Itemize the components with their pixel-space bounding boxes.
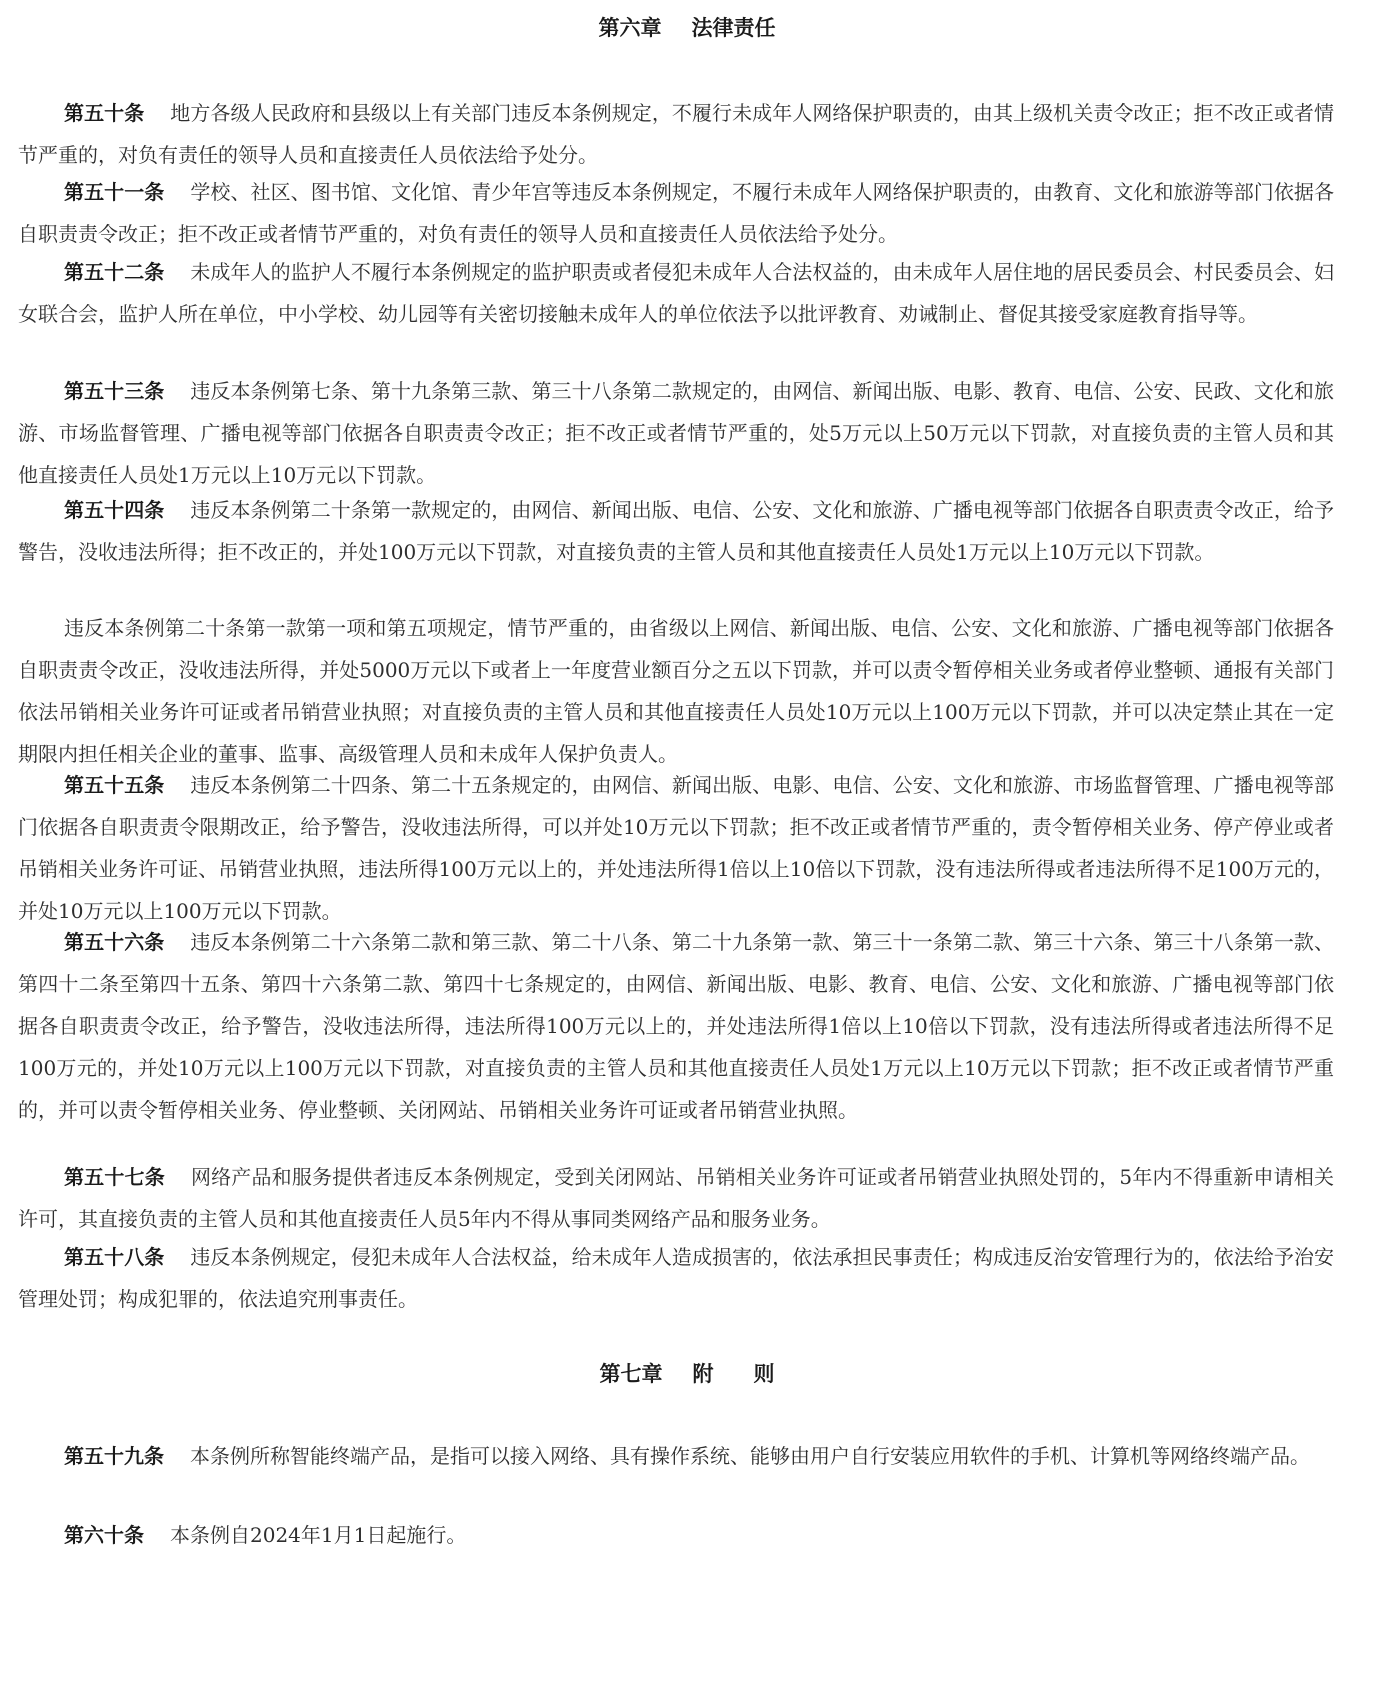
article-text: 违反本条例第二十四条、第二十五条规定的，由网信、新闻出版、电影、电信、公安、文化和旅游、市场监督管理、广播电视等部门依据各自职责责令限期改正，给予警告，没收违法所得，可以并处10万元以下罚款；拒不改正或者情节严重的，责令暂停相关业务、停产停业或者吊销相关业务许可证、吊销营业执照，违法所得100万元以上的，并处违法所得1倍以上10倍以下罚款，没有违法所得或者违法所得不足100万元的，并处10万元以上100万元以下罚款。	[18, 773, 1334, 923]
article-text: 本条例所称智能终端产品，是指可以接入网络、具有操作系统、能够由用户自行安装应用软件的手机、计算机等网络终端产品。	[190, 1444, 1310, 1468]
article-text: 违反本条例第二十条第一款第一项和第五项规定，情节严重的，由省级以上网信、新闻出版、电信、公安、文化和旅游、广播电视等部门依据各自职责责令改正，没收违法所得，并处5000万元以下或者上一年度营业额百分之五以下罚款，并可以责令暂停相关业务或者停业整顿、通报有关部门依法吊销相关业务许可证或者吊销营业执照；对直接负责的主管人员和其他直接责任人员处10万元以上100万元以下罚款，并可以决定禁止其在一定期限内担任相关企业的董事、监事、高级管理人员和未成年人保护负责人。	[18, 616, 1334, 766]
article-57	[18, 1156, 1334, 1240]
article-number: 第五十七条	[64, 1165, 165, 1189]
chapter-6-title	[0, 12, 1374, 42]
article-text: 违反本条例第二十条第一款规定的，由网信、新闻出版、电信、公安、文化和旅游、广播电视等部门依据各自职责责令改正，给予警告，没收违法所得；拒不改正的，并处100万元以下罚款，对直接负责的主管人员和其他直接责任人员处1万元以上10万元以下罚款。	[18, 498, 1334, 564]
article-text: 违反本条例第二十六条第二款和第三款、第二十八条、第二十九条第一款、第三十一条第二款、第三十六条、第三十八条第一款、第四十二条至第四十五条、第四十六条第二款、第四十七条规定的，由网信、新闻出版、电影、教育、电信、公安、文化和旅游、广播电视等部门依据各自职责责令改正，给予警告，没收违法所得，违法所得100万元以上的，并处违法所得1倍以上10倍以下罚款，没有违法所得或者违法所得不足100万元的，并处10万元以上100万元以下罚款，对直接负责的主管人员和其他直接责任人员处1万元以上10万元以下罚款；拒不改正或者情节严重的，并可以责令暂停相关业务、停业整顿、关闭网站、吊销相关业务许可证或者吊销营业执照。	[18, 930, 1334, 1122]
article-60	[18, 1514, 1334, 1556]
article-text: 学校、社区、图书馆、文化馆、青少年宫等违反本条例规定，不履行未成年人网络保护职责的，由教育、文化和旅游等部门依据各自职责责令改正；拒不改正或者情节严重的，对负有责任的领导人员和直接责任人员依法给予处分。	[18, 180, 1334, 246]
article-number: 第五十条	[64, 101, 145, 125]
article-54	[18, 489, 1334, 573]
chapter-7-title	[0, 1358, 1374, 1388]
article-number: 第五十一条	[64, 180, 165, 204]
article-text: 违反本条例第七条、第十九条第三款、第三十八条第二款规定的，由网信、新闻出版、电影、教育、电信、公安、民政、文化和旅游、市场监督管理、广播电视等部门依据各自职责责令改正；拒不改正或者情节严重的，处5万元以上50万元以下罚款，对直接负责的主管人员和其他直接责任人员处1万元以上10万元以下罚款。	[18, 379, 1334, 487]
article-51	[18, 171, 1334, 255]
article-text: 违反本条例规定，侵犯未成年人合法权益，给未成年人造成损害的，依法承担民事责任；构成违反治安管理行为的，依法给予治安管理处罚；构成犯罪的，依法追究刑事责任。	[18, 1245, 1334, 1311]
article-58	[18, 1236, 1334, 1320]
article-55	[18, 764, 1334, 932]
chapter-7-number: 第七章	[599, 1361, 663, 1386]
article-text: 地方各级人民政府和县级以上有关部门违反本条例规定，不履行未成年人网络保护职责的，由其上级机关责令改正；拒不改正或者情节严重的，对负有责任的领导人员和直接责任人员依法给予处分。	[18, 101, 1335, 167]
article-text: 网络产品和服务提供者违反本条例规定，受到关闭网站、吊销相关业务许可证或者吊销营业执照处罚的，5年内不得重新申请相关许可，其直接负责的主管人员和其他直接责任人员5年内不得从事同类网络产品和服务业务。	[18, 1165, 1335, 1231]
article-52	[18, 251, 1334, 335]
chapter-6-name: 法律责任	[691, 15, 776, 40]
article-number: 第五十四条	[64, 498, 165, 522]
chapter-7-name-part-2: 则	[753, 1361, 775, 1386]
article-number: 第五十八条	[64, 1245, 165, 1269]
article-text: 本条例自2024年1月1日起施行。	[170, 1523, 467, 1547]
article-number: 第五十九条	[64, 1444, 164, 1468]
article-number: 第五十二条	[64, 260, 165, 284]
article-59	[18, 1435, 1334, 1477]
article-54-paragraph-2	[18, 607, 1334, 775]
article-56	[18, 921, 1334, 1131]
article-50	[18, 92, 1334, 176]
article-number: 第六十条	[64, 1523, 144, 1547]
chapter-6-number: 第六章	[598, 15, 662, 40]
article-number: 第五十五条	[64, 773, 165, 797]
article-number: 第五十六条	[64, 930, 165, 954]
article-53	[18, 370, 1334, 496]
article-text: 未成年人的监护人不履行本条例规定的监护职责或者侵犯未成年人合法权益的，由未成年人居住地的居民委员会、村民委员会、妇女联合会，监护人所在单位，中小学校、幼儿园等有关密切接触未成年人的单位依法予以批评教育、劝诫制止、督促其接受家庭教育指导等。	[18, 260, 1334, 326]
article-number: 第五十三条	[64, 379, 165, 403]
chapter-7-name-part-1: 附	[692, 1361, 714, 1386]
